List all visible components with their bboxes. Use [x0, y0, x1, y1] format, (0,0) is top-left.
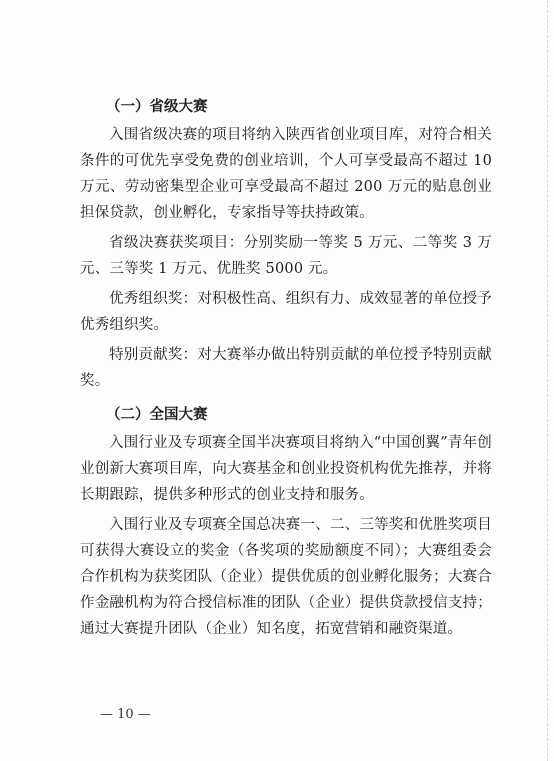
- document-body: [80, 96, 492, 646]
- page-number: — 10 —: [100, 707, 151, 722]
- paragraph: 优秀组织奖：对积极性高、组织有力、成效显著的单位授予优秀组织奖。: [80, 291, 492, 333]
- paragraph: 特别贡献奖：对大赛举办做出特别贡献的单位授予特别贡献奖。: [80, 347, 492, 389]
- paragraph: 入围省级决赛的项目将纳入陕西省创业项目库，对符合相关条件的可优先享受免费的创业培训，个人可享受最高不超过 10 万元、劳动密集型企业可享受最高不超过 200 万元的贴息创业担保贷款，创业孵化，专家指导等扶持政策。: [80, 127, 492, 221]
- paragraph: 入围行业及专项赛全国总决赛一、二、三等奖和优胜奖项目可获得大赛设立的奖金（各奖项的奖励额度不同）；大赛组委会合作机构为获奖团队（企业）提供优质的创业孵化服务；大赛合作金融机构为符合授信标准的团队（企业）提供贷款授信支持；通过大赛提升团队（企业）知名度，拓宽营销和融资渠道。: [80, 517, 492, 637]
- paragraph: 省级决赛获奖项目：分别奖励一等奖 5 万元、二等奖 3 万元、三等奖 1 万元、优胜奖 5000 元。: [80, 235, 492, 277]
- section-heading-national: （二）全国大赛: [106, 407, 208, 423]
- page-edge: [546, 0, 548, 761]
- paragraph: 入围行业及专项赛全国半决赛项目将纳入“中国创翼”青年创业创新大赛项目库，向大赛基金和创业投资机构优先推荐，并将长期跟踪，提供多种形式的创业支持和服务。: [80, 435, 492, 503]
- section-heading-provincial: （一）省级大赛: [106, 99, 208, 115]
